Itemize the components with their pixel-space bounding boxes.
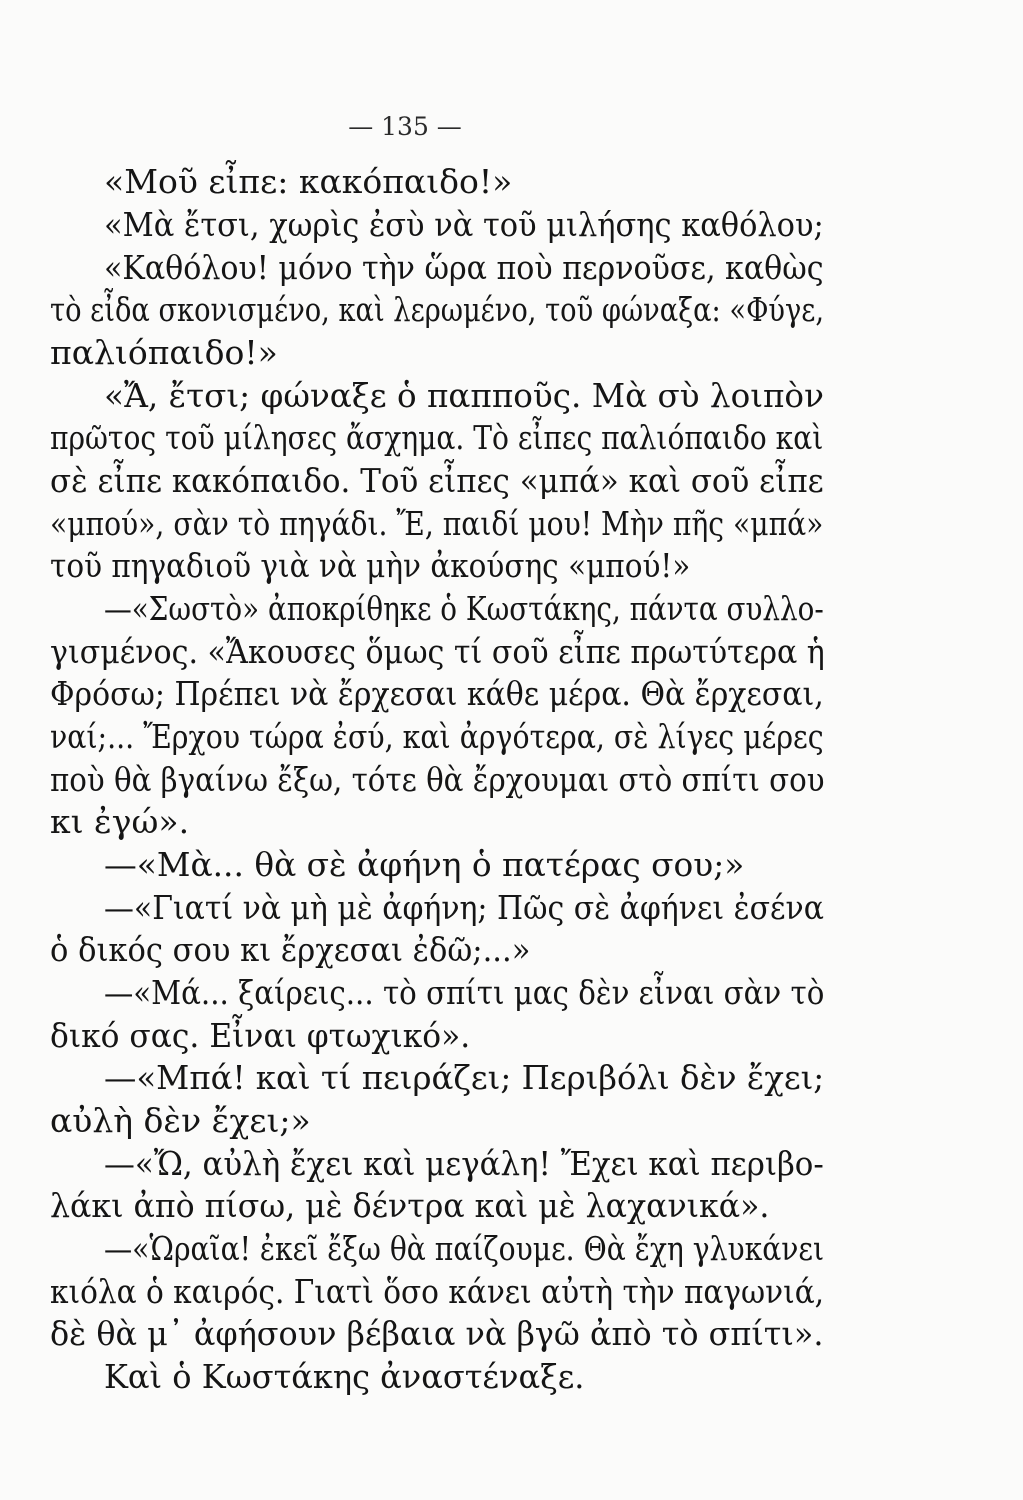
text-line: παλιόπαιδο!» [50, 333, 278, 372]
text-line: —«Ὡραῖα! ἐκεῖ ἔξω θὰ παίζουμε. Θὰ ἔχη γλυκάνει [104, 1229, 825, 1268]
text-line: «Μὰ ἔτσι, χωρὶς ἐσὺ νὰ τοῦ μιλήσης καθόλου; [104, 205, 824, 244]
text-line: κιόλα ὁ καιρός. Γιατὶ ὅσο κάνει αὐτὴ τὴν παγωνιά, [50, 1272, 825, 1311]
text-line: αὐλὴ δὲν ἔχει;» [50, 1101, 311, 1140]
text-line: λάκι ἀπὸ πίσω, μὲ δέντρα καὶ μὲ λαχανικά». [50, 1186, 770, 1225]
text-line: κι ἐγώ». [50, 802, 190, 841]
text-line: —«Μά... ξαίρεις... τὸ σπίτι μας δὲν εἶναι σὰν τὸ [104, 973, 825, 1012]
text-line: —«Ὤ, αὐλὴ ἔχει καὶ μεγάλη! Ἔχει καὶ περιβο- [104, 1144, 824, 1183]
page-number: — 135 — [348, 112, 462, 141]
text-line: σὲ εἶπε κακόπαιδο. Τοῦ εἶπες «μπά» καὶ σοῦ εἶπε [50, 461, 824, 500]
text-line: «Καθόλου! μόνο τὴν ὥρα ποὺ περνοῦσε, καθὼς [104, 248, 824, 287]
text-line: δικό σας. Εἶναι φτωχικό». [50, 1016, 471, 1055]
text-line: ποὺ θὰ βγαίνω ἔξω, τότε θὰ ἔρχουμαι στὸ σπίτι σου [50, 760, 825, 799]
text-line: δὲ θὰ μ᾽ ἀφήσουν βέβαια νὰ βγῶ ἀπὸ τὸ σπίτι». [50, 1314, 824, 1353]
text-line: πρῶτος τοῦ μίλησες ἄσχημα. Τὸ εἶπες παλιόπαιδο καὶ [50, 418, 824, 457]
text-line: —«Μὰ... θὰ σὲ ἀφήνη ὁ πατέρας σου;» [104, 845, 745, 884]
text-line: γισμένος. «Ἄκουσες ὅμως τί σοῦ εἶπε πρωτύτερα ἡ [50, 632, 825, 671]
text-line: Καὶ ὁ Κωστάκης ἀναστέναξε. [104, 1357, 585, 1396]
text-line: «Ἄ, ἔτσι; φώναξε ὁ παπποῦς. Μὰ σὺ λοιπὸν [104, 376, 824, 415]
text-line: τὸ εἶδα σκονισμένο, καὶ λερωμένο, τοῦ φώναξα: «Φύγε, [50, 290, 825, 329]
text-line: —«Γιατί νὰ μὴ μὲ ἀφήνη; Πῶς σὲ ἀφήνει ἐσένα [104, 888, 824, 927]
text-line: —«Μπά! καὶ τί πειράζει; Περιβόλι δὲν ἔχει; [104, 1058, 825, 1097]
text-line: «Μοῦ εἶπε: κακόπαιδο!» [104, 162, 513, 201]
text-line: Φρόσω; Πρέπει νὰ ἔρχεσαι κάθε μέρα. Θὰ ἔρχεσαι, [50, 674, 824, 713]
text-line: ὁ δικός σου κι ἔρχεσαι ἐδῶ;...» [50, 930, 531, 969]
text-line: —«Σωστὸ» ἀποκρίθηκε ὁ Κωστάκης, πάντα συλλο- [104, 589, 824, 628]
text-line: «μπού», σὰν τὸ πηγάδι. Ἔ, παιδί μου! Μὴν πῆς «μπά» [50, 504, 824, 543]
text-line: τοῦ πηγαδιοῦ γιὰ νὰ μὴν ἀκούσης «μπού!» [50, 546, 691, 585]
text-line: ναί;... Ἔρχου τώρα ἐσύ, καὶ ἀργότερα, σὲ λίγες μέρες [50, 717, 824, 756]
